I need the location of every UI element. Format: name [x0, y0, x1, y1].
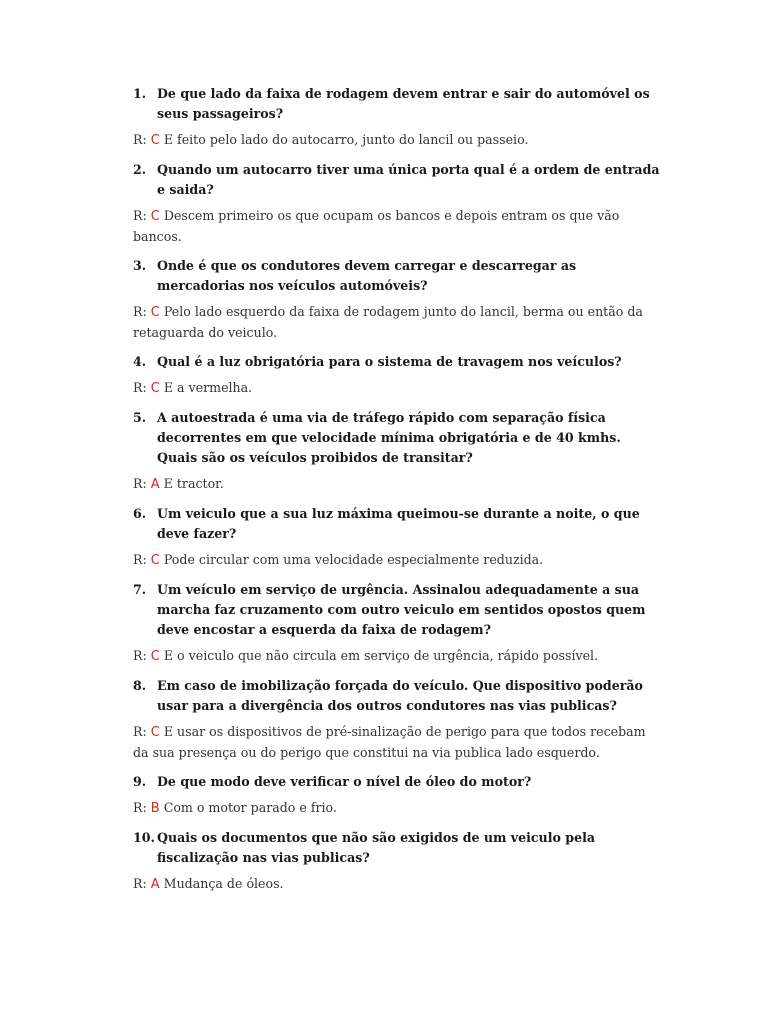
question-text: Quais os documentos que não são exigidos de um veiculo pela fiscalização nas vias publicas? [157, 830, 596, 865]
question-number: 7. [133, 582, 147, 597]
answer-text: Pode circular com uma velocidade especialmente reduzida. [163, 552, 544, 567]
answer [133, 378, 663, 399]
question-number: 9. [133, 774, 147, 789]
answer [133, 798, 663, 819]
question-number: 4. [133, 354, 147, 369]
question-number: 3. [133, 258, 147, 273]
question [133, 408, 663, 468]
answer-prefix: R: [133, 476, 147, 491]
answer-text: Pelo lado esquerdo da faixa de rodagem junto do lancil, berma ou então da retaguarda do veiculo. [133, 304, 643, 340]
qa-item [133, 160, 663, 247]
question-text: Um veículo em serviço de urgência. Assinalou adequadamente a sua marcha faz cruzamento com outro veiculo em sentidos opostos quem deve encostar a esquerda da faixa de rodagem? [157, 582, 646, 637]
answer-option-letter: C [150, 649, 160, 664]
qa-item [133, 676, 663, 763]
question [133, 580, 663, 640]
answer [133, 874, 663, 895]
answer-text: E a vermelha. [163, 380, 253, 395]
answer-prefix: R: [133, 304, 147, 319]
answer [133, 130, 663, 151]
question [133, 772, 663, 792]
qa-item [133, 772, 663, 819]
answer-option-letter: C [150, 381, 160, 396]
answer [133, 722, 663, 763]
question-text: A autoestrada é uma via de tráfego rápido com separação física decorrentes em que velocidade mínima obrigatória e de 40 kmhs. Quais são os veículos proibidos de transitar? [157, 410, 621, 465]
answer [133, 550, 663, 571]
answer-text: Mudança de óleos. [163, 876, 284, 891]
question-text: Em caso de imobilização forçada do veículo. Que dispositivo poderão usar para a divergência dos outros condutores nas vias publicas? [157, 678, 643, 713]
question [133, 160, 663, 200]
qa-item [133, 828, 663, 895]
answer-prefix: R: [133, 380, 147, 395]
answer-prefix: R: [133, 132, 147, 147]
question-number: 5. [133, 410, 147, 425]
question-text: De que modo deve verificar o nível de óleo do motor? [157, 774, 532, 789]
question [133, 256, 663, 296]
qa-item [133, 408, 663, 495]
question-number: 2. [133, 162, 147, 177]
answer-option-letter: A [150, 877, 160, 892]
question [133, 828, 663, 868]
answer-prefix: R: [133, 552, 147, 567]
answer-option-letter: A [150, 477, 160, 492]
answer-prefix: R: [133, 800, 147, 815]
question-number: 10. [133, 830, 155, 845]
question-number: 8. [133, 678, 147, 693]
answer-prefix: R: [133, 724, 147, 739]
answer [133, 206, 663, 247]
qa-item [133, 84, 663, 151]
answer [133, 302, 663, 343]
answer-option-letter: C [150, 725, 160, 740]
answer-text: Com o motor parado e frio. [163, 800, 337, 815]
answer-option-letter: C [150, 209, 160, 224]
question-text: Onde é que os condutores devem carregar e descarregar as mercadorias nos veículos automóveis? [157, 258, 577, 293]
question-text: Um veiculo que a sua luz máxima queimou-se durante a noite, o que deve fazer? [157, 506, 640, 541]
question [133, 84, 663, 124]
qa-item [133, 352, 663, 399]
answer-option-letter: B [150, 801, 160, 816]
answer-prefix: R: [133, 876, 147, 891]
qa-item [133, 580, 663, 667]
question [133, 676, 663, 716]
question [133, 352, 663, 372]
question-number: 6. [133, 506, 147, 521]
answer-text: Descem primeiro os que ocupam os bancos e depois entram os que vão bancos. [133, 208, 620, 244]
answer-prefix: R: [133, 648, 147, 663]
qa-item [133, 256, 663, 343]
question [133, 504, 663, 544]
answer [133, 474, 663, 495]
question-text: Quando um autocarro tiver uma única porta qual é a ordem de entrada e saida? [157, 162, 660, 197]
answer-option-letter: C [150, 305, 160, 320]
answer-text: E usar os dispositivos de pré-sinalização de perigo para que todos recebam da sua presença ou do perigo que constitui na via publica lado esquerdo. [133, 724, 646, 760]
answer [133, 646, 663, 667]
answer-prefix: R: [133, 208, 147, 223]
question-number: 1. [133, 86, 147, 101]
question-text: De que lado da faixa de rodagem devem entrar e sair do automóvel os seus passageiros? [157, 86, 650, 121]
question-text: Qual é a luz obrigatória para o sistema de travagem nos veículos? [157, 354, 622, 369]
answer-text: E tractor. [163, 476, 224, 491]
answer-option-letter: C [150, 133, 160, 148]
question-answer-list [133, 84, 663, 904]
answer-option-letter: C [150, 553, 160, 568]
qa-item [133, 504, 663, 571]
answer-text: E o veiculo que não circula em serviço de urgência, rápido possível. [163, 648, 599, 663]
answer-text: E feito pelo lado do autocarro, junto do lancil ou passeio. [163, 132, 529, 147]
